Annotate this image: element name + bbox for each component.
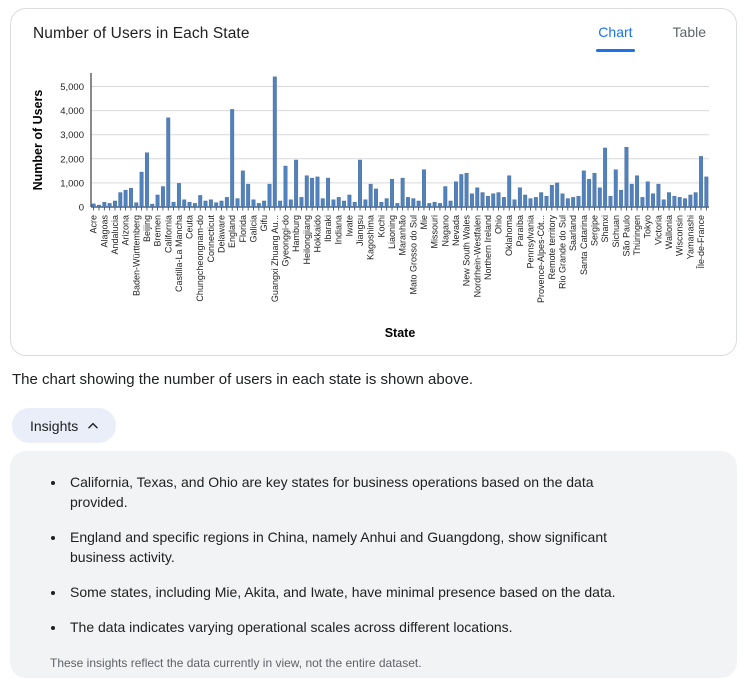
x-tick-label: Oklahoma — [504, 215, 515, 257]
bar — [657, 184, 661, 207]
bar — [545, 196, 549, 207]
bar — [374, 189, 378, 207]
bar — [167, 118, 171, 207]
tab-bar — [596, 20, 708, 48]
x-tick-label: Liaoning — [387, 215, 398, 250]
x-tick-label: Nevada — [450, 215, 461, 247]
bar — [236, 199, 240, 207]
x-tick-label: Beijing — [141, 215, 152, 243]
bar — [358, 160, 362, 207]
bar — [268, 184, 272, 207]
bar — [326, 178, 330, 207]
x-tick-label: California — [163, 215, 174, 254]
x-tick-label: Delaware — [216, 215, 227, 254]
x-tick-label: Victoria — [653, 215, 664, 245]
bar — [145, 153, 149, 207]
card-title: Number of Users in Each State — [33, 25, 250, 42]
x-tick-label: Sichuan — [610, 215, 621, 248]
bar — [582, 171, 586, 207]
bar — [406, 197, 410, 207]
bar — [119, 193, 123, 207]
x-tick-label: Galicia — [248, 215, 259, 243]
bar — [497, 193, 501, 207]
bar — [635, 176, 639, 207]
y-tick-label: 3,000 — [60, 130, 84, 142]
x-tick-label: Florida — [237, 215, 248, 243]
bar — [460, 174, 464, 207]
bar — [172, 202, 176, 207]
x-tick-label: Maranhão — [397, 215, 408, 256]
bar — [135, 203, 139, 207]
x-tick-label: Paraíba — [514, 215, 525, 247]
tab-table[interactable]: Table — [672, 24, 706, 40]
bar — [678, 197, 682, 207]
bar — [673, 196, 677, 207]
bar — [113, 201, 117, 207]
bar — [667, 193, 671, 207]
insights-footnote: These insights reflect the data currently in view, not the entire dataset. — [50, 656, 422, 670]
x-tick-label: Yamanashi — [685, 215, 696, 260]
chevron-up-icon — [86, 419, 100, 433]
bar — [182, 200, 186, 207]
x-tick-label: Wallonia — [664, 215, 675, 250]
bar — [433, 202, 437, 207]
tab-chart[interactable]: Chart — [596, 20, 634, 48]
bar — [273, 77, 277, 207]
x-tick-label: New South Wales — [461, 215, 472, 287]
x-tick-label: Gifu — [259, 215, 270, 232]
bar — [486, 196, 490, 207]
bar — [97, 205, 101, 207]
bar — [305, 176, 309, 207]
x-tick-label: Sergipe — [589, 215, 600, 247]
bar — [476, 188, 480, 207]
bar — [529, 199, 533, 207]
bar — [348, 195, 352, 207]
x-tick-label: Heilongjiang — [301, 215, 312, 265]
y-tick-label: 0 — [78, 202, 84, 214]
y-tick-label: 5,000 — [60, 82, 84, 93]
bar — [193, 203, 197, 207]
x-tick-label: Kagoshima — [365, 215, 376, 261]
bar — [230, 109, 234, 207]
bar — [625, 147, 629, 207]
bar — [385, 199, 389, 207]
bar — [550, 185, 554, 207]
bar — [465, 173, 469, 207]
insights-toggle-button[interactable] — [12, 408, 116, 443]
bar — [92, 204, 96, 207]
bar — [396, 203, 400, 207]
x-tick-label: Kochi — [376, 215, 387, 238]
x-tick-label: Nagano — [440, 215, 451, 247]
x-tick-label: Santa Catarina — [578, 215, 589, 276]
bar — [161, 187, 165, 207]
bar — [523, 195, 527, 207]
bar — [662, 200, 666, 207]
x-tick-label: Mie — [418, 215, 429, 230]
x-tick-label: Northern Ireland — [482, 214, 493, 281]
bar — [225, 197, 229, 207]
x-tick-label: Alagoas — [99, 215, 110, 248]
insight-bullet: • Some states, including Mie, Akita, and Iwate, have minimal presence based on the data. — [66, 582, 620, 602]
bar — [428, 203, 432, 207]
bar — [470, 194, 474, 207]
bar — [683, 199, 687, 207]
bar — [561, 194, 565, 207]
bar — [694, 193, 698, 207]
bar — [507, 176, 511, 207]
bar — [699, 156, 703, 207]
chart-card-header — [11, 9, 736, 53]
x-tick-label: Saarland — [568, 215, 579, 252]
x-tick-label: Île-de-France — [696, 215, 707, 269]
bar — [630, 184, 634, 207]
bar — [518, 188, 522, 207]
bar — [204, 201, 208, 207]
bar — [262, 201, 266, 207]
bar — [214, 203, 218, 207]
bar — [364, 200, 368, 207]
bar — [614, 170, 618, 207]
x-tick-label: Gyeonggi-do — [280, 215, 291, 267]
x-tick-label: Thüringen — [632, 215, 643, 256]
bar — [289, 200, 293, 207]
bar — [103, 202, 107, 207]
bar — [641, 197, 645, 207]
bar — [502, 197, 506, 207]
x-tick-label: São Paulo — [621, 215, 632, 257]
bar — [513, 200, 517, 207]
insights-panel — [10, 451, 737, 678]
bar — [491, 194, 495, 207]
bar — [390, 179, 394, 207]
bar — [332, 200, 336, 207]
x-tick-label: Arizona — [120, 215, 131, 246]
y-tick-label: 2,000 — [60, 154, 84, 166]
x-tick-label: Guangxi Zhuang Au... — [269, 215, 280, 303]
x-tick-label: Chungcheongnam-do — [195, 215, 206, 302]
insights-toggle-label: Insights — [30, 417, 79, 434]
bar — [124, 190, 128, 207]
x-axis-title: State — [384, 326, 416, 340]
bar — [353, 202, 357, 207]
bar — [609, 196, 613, 207]
bar — [577, 196, 581, 207]
x-tick-label: Ceuta — [184, 215, 195, 240]
bar — [156, 195, 160, 207]
bar — [689, 195, 693, 207]
bar — [321, 199, 325, 207]
x-tick-label: Baden-Württemberg — [131, 215, 142, 297]
chart-card — [10, 8, 737, 356]
bar — [705, 177, 709, 207]
bar — [316, 177, 320, 207]
bar — [481, 193, 485, 207]
bar — [444, 187, 448, 207]
bar — [438, 203, 442, 207]
insight-bullet: • California, Texas, and Ohio are key states for business operations based on the data provided. — [66, 472, 620, 512]
bar — [417, 201, 421, 207]
x-tick-label: Indiana — [333, 215, 344, 245]
bar — [587, 179, 591, 207]
x-tick-label: Bremen — [152, 215, 163, 247]
bar — [454, 182, 458, 207]
x-tick-label: Pennsylvania — [525, 215, 536, 269]
bar — [534, 197, 538, 207]
insight-bullet: • England and specific regions in China, namely Anhui and Guangdong, show significant business activity. — [66, 527, 620, 567]
x-tick-label: Acre — [88, 215, 99, 234]
bar — [294, 160, 298, 207]
bar — [129, 188, 133, 207]
x-tick-label: Jiangsu — [355, 215, 366, 247]
bar — [646, 182, 650, 207]
bar — [412, 199, 416, 207]
x-tick-label: Provence-Alpes-Côt... — [536, 215, 547, 304]
x-tick-label: Shanxi — [600, 215, 611, 243]
bar — [401, 178, 405, 207]
x-tick-label: Hamburg — [291, 215, 302, 253]
bar — [246, 184, 250, 207]
bar — [252, 200, 256, 207]
bar — [108, 203, 112, 207]
insights-list — [40, 472, 620, 637]
bar-chart — [12, 53, 737, 353]
bar — [342, 201, 346, 207]
bar — [300, 197, 304, 207]
bar — [241, 171, 245, 207]
x-tick-label: Mato Grosso do Sul — [408, 215, 419, 295]
x-tick-label: Hokkaido — [312, 215, 323, 253]
bar — [571, 197, 575, 207]
bar — [278, 201, 282, 207]
bar — [310, 178, 314, 207]
bar — [651, 194, 655, 207]
bar — [422, 170, 426, 207]
bar — [539, 193, 543, 207]
x-tick-label: Missouri — [429, 215, 440, 249]
bar — [151, 204, 155, 207]
y-tick-label: 1,000 — [60, 178, 84, 190]
x-tick-label: Rio Grande do Sul — [557, 215, 568, 290]
bar — [188, 202, 192, 207]
bar — [177, 183, 181, 207]
bar — [284, 166, 288, 207]
bar — [337, 197, 341, 207]
chart-caption: The chart showing the number of users in each state is shown above. — [12, 371, 474, 388]
x-tick-label: Remote territory — [546, 215, 557, 280]
x-tick-label: Andalucia — [109, 215, 120, 255]
x-tick-label: Nordrhein-Westfalen — [472, 215, 483, 298]
bar — [593, 173, 597, 207]
x-tick-label: Iwate — [344, 215, 355, 237]
x-tick-label: Tokyo — [642, 215, 653, 239]
x-tick-label: Castilla-La Mancha — [173, 215, 184, 293]
bar — [369, 184, 373, 207]
bar — [619, 190, 623, 207]
bar — [140, 172, 144, 207]
bar — [198, 195, 202, 207]
bar — [209, 200, 213, 207]
bar — [380, 202, 384, 207]
x-tick-label: Wisconsin — [674, 215, 685, 257]
y-axis-title: Number of Users — [31, 89, 45, 191]
bar — [449, 201, 453, 207]
bar — [257, 203, 261, 207]
y-tick-label: 4,000 — [60, 106, 84, 118]
x-tick-label: Ohio — [493, 215, 504, 235]
bar — [220, 201, 224, 207]
bar — [603, 148, 607, 207]
bar — [598, 188, 602, 207]
x-tick-label: England — [227, 215, 238, 249]
x-tick-label: Connecticut — [205, 215, 216, 263]
x-tick-label: Ibaraki — [323, 215, 334, 243]
bar — [555, 183, 559, 207]
insight-bullet: • The data indicates varying operational scales across different locations. — [66, 617, 620, 637]
bar — [566, 199, 570, 207]
